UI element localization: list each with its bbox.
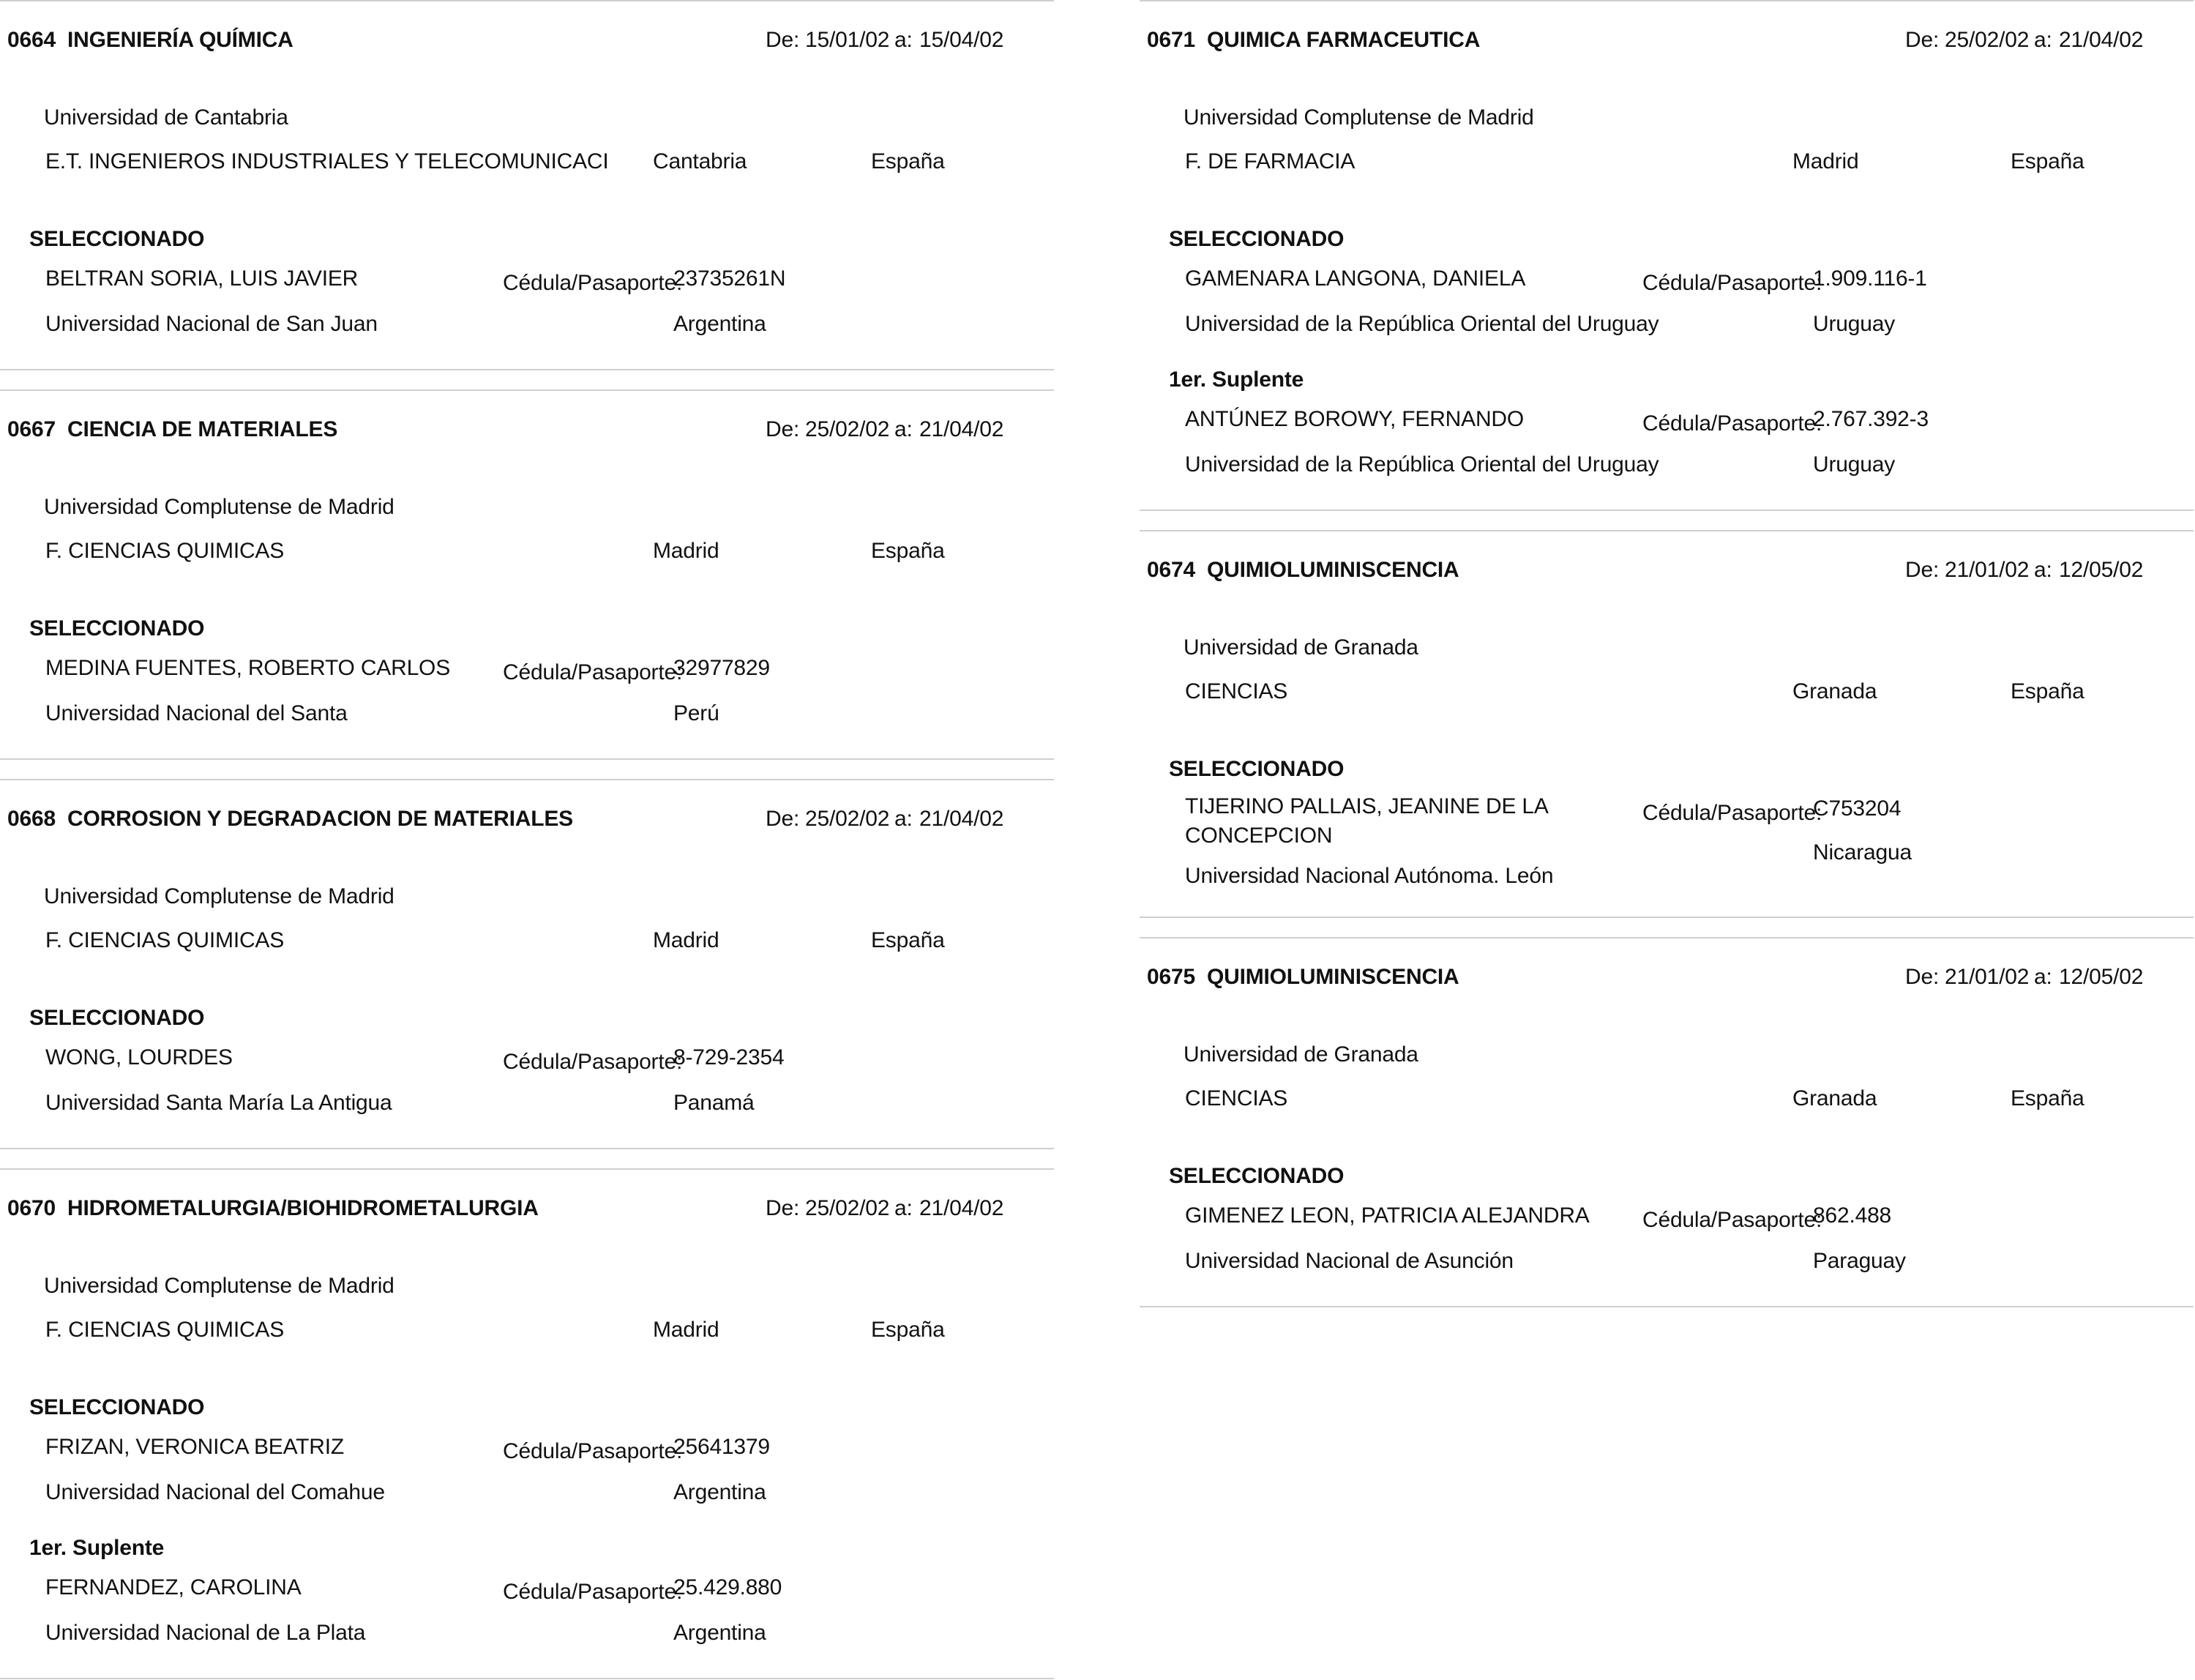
program-block-0667 [0,389,1054,760]
date-to: 12/05/02 [2059,558,2144,582]
person-name: TIJERINO PALLAIS, JEANINE DE LA CONCEPCION [1185,794,1548,848]
host-country: España [871,539,945,563]
host-faculty: F. CIENCIAS QUIMICAS [45,539,285,563]
program-title: QUIMICA FARMACEUTICA [1207,28,1481,52]
person-name: GAMENARA LANGONA, DANIELA [1185,266,1526,291]
program-title: QUIMIOLUMINISCENCIA [1207,558,1459,582]
id-value: 25.429.880 [673,1575,782,1599]
home-university: Universidad Nacional de San Juan [45,312,378,336]
program-block-0674 [1140,530,2194,918]
program-title: CIENCIA DE MATERIALES [67,417,338,441]
program-block-0668 [0,779,1054,1149]
host-university: Universidad de Granada [1183,635,1418,660]
top-rule [0,389,1054,391]
program-title: HIDROMETALURGIA/BIOHIDROMETALURGIA [67,1196,539,1220]
date-from-label: De: [1905,965,1940,989]
home-university: Universidad Nacional del Santa [45,701,348,725]
id-label: Cédula/Pasaporte: [503,271,683,295]
host-university: Universidad Complutense de Madrid [44,495,394,519]
bottom-rule [1140,1306,2194,1307]
id-value: 2.767.392-3 [1813,407,1929,431]
bottom-rule [0,1678,1054,1679]
host-faculty: CIENCIAS [1185,679,1288,703]
id-label: Cédula/Pasaporte: [1642,411,1822,436]
program-block-0671 [1140,0,2194,511]
date-from: 25/02/02 [805,807,890,831]
selection-status: SELECCIONADO [29,1395,205,1419]
home-university: Universidad Santa María La Antigua [45,1091,392,1115]
alternate-status: 1er. Suplente [29,1536,165,1560]
id-value: 23735261N [673,266,786,291]
home-university: Universidad de la República Oriental del Uruguay [1185,312,1659,336]
home-country: Nicaragua [1813,840,1912,865]
home-country: Argentina [673,1480,766,1504]
id-label: Cédula/Pasaporte: [503,1439,683,1463]
id-value: 8-729-2354 [673,1045,785,1069]
date-from: 21/01/02 [1945,558,2030,582]
host-faculty: E.T. INGENIEROS INDUSTRIALES Y TELECOMUNICACI [45,149,609,173]
id-value: 862.488 [1813,1203,1892,1228]
top-rule [1140,937,2194,938]
home-country: Argentina [673,1621,766,1645]
program-title: CORROSION Y DEGRADACION DE MATERIALES [67,807,573,831]
date-from-label: De: [1905,28,1940,52]
bottom-rule [1140,916,2194,918]
home-country: Uruguay [1813,312,1895,336]
host-faculty: CIENCIAS [1185,1086,1288,1110]
host-country: España [871,1318,945,1342]
selection-status: SELECCIONADO [29,1006,205,1030]
date-to-label: a: [2034,28,2052,52]
date-to-label: a: [894,417,913,441]
bottom-rule [0,1148,1054,1149]
host-university: Universidad de Cantabria [44,105,288,130]
person-name: GIMENEZ LEON, PATRICIA ALEJANDRA [1185,1203,1590,1228]
host-university: Universidad Complutense de Madrid [44,884,394,908]
id-label: Cédula/Pasaporte: [503,1050,683,1074]
program-title: INGENIERÍA QUÍMICA [67,28,293,52]
host-university: Universidad Complutense de Madrid [1183,105,1534,130]
host-country: España [2011,149,2084,173]
person-name: FRIZAN, VERONICA BEATRIZ [45,1435,345,1459]
home-university: Universidad Nacional del Comahue [45,1480,385,1504]
program-block-0670 [0,1168,1054,1680]
top-rule [0,0,1054,1]
date-from: 25/02/02 [805,1196,890,1220]
date-to-label: a: [2034,558,2052,582]
date-from-label: De: [766,28,800,52]
host-city: Madrid [1792,149,1859,173]
home-university: Universidad Nacional Autónoma. León [1185,864,1554,888]
id-label: Cédula/Pasaporte: [1642,271,1822,295]
home-country: Paraguay [1813,1249,1906,1273]
date-from: 21/01/02 [1945,965,2030,989]
home-university: Universidad Nacional de La Plata [45,1621,366,1645]
selection-status: SELECCIONADO [29,616,205,641]
bottom-rule [0,369,1054,370]
home-country: Panamá [673,1091,755,1115]
date-to-label: a: [894,1196,913,1220]
date-to-label: a: [894,28,913,52]
program-code: 0674 [1147,558,1195,582]
date-to: 12/05/02 [2059,965,2144,989]
id-label: Cédula/Pasaporte: [1642,801,1822,825]
person-name: WONG, LOURDES [45,1045,233,1069]
date-from: 15/01/02 [805,28,890,52]
date-to-label: a: [2034,965,2052,989]
id-value: C753204 [1813,796,1902,821]
top-rule [0,1168,1054,1170]
program-block-0664 [0,0,1054,370]
bottom-rule [0,758,1054,760]
date-from: 25/02/02 [805,417,890,441]
home-country: Argentina [673,312,766,336]
host-city: Madrid [653,539,719,563]
home-university: Universidad de la República Oriental del Uruguay [1185,452,1659,477]
program-title: QUIMIOLUMINISCENCIA [1207,965,1459,989]
host-city: Madrid [653,928,719,952]
person-name: FERNANDEZ, CAROLINA [45,1575,302,1599]
id-label: Cédula/Pasaporte: [503,1580,683,1604]
host-country: España [2011,679,2084,703]
host-country: España [871,149,945,173]
id-value: 32977829 [673,656,770,680]
selection-status: SELECCIONADO [29,227,205,251]
selection-status: SELECCIONADO [1169,757,1345,781]
id-label: Cédula/Pasaporte: [503,660,683,684]
date-from-label: De: [766,807,800,831]
top-rule [0,779,1054,780]
host-university: Universidad de Granada [1183,1042,1418,1067]
date-to: 21/04/02 [919,807,1004,831]
date-to: 15/04/02 [919,28,1004,52]
id-label: Cédula/Pasaporte: [1642,1208,1822,1232]
alternate-status: 1er. Suplente [1169,367,1304,392]
host-university: Universidad Complutense de Madrid [44,1274,394,1298]
program-code: 0671 [1147,28,1195,52]
id-value: 1.909.116-1 [1813,266,1927,291]
date-from-label: De: [1905,558,1940,582]
host-country: España [871,928,945,952]
program-code: 0667 [7,417,56,441]
program-code: 0668 [7,807,56,831]
host-faculty: F. DE FARMACIA [1185,149,1355,173]
top-rule [1140,530,2194,531]
host-city: Granada [1792,1086,1877,1110]
date-to: 21/04/02 [2059,28,2144,52]
program-block-0675 [1140,937,2194,1307]
person-name: BELTRAN SORIA, LUIS JAVIER [45,266,359,291]
host-city: Granada [1792,679,1877,703]
selection-status: SELECCIONADO [1169,227,1345,251]
id-value: 25641379 [673,1435,770,1459]
home-country: Perú [673,701,719,725]
date-from-label: De: [766,417,800,441]
date-to: 21/04/02 [919,417,1004,441]
host-city: Cantabria [653,149,747,173]
host-faculty: F. CIENCIAS QUIMICAS [45,928,285,952]
date-to-label: a: [894,807,913,831]
host-city: Madrid [653,1318,719,1342]
person-name: ANTÚNEZ BOROWY, FERNANDO [1185,407,1525,431]
date-from: 25/02/02 [1945,28,2030,52]
bottom-rule [1140,509,2194,511]
host-country: España [2011,1086,2084,1110]
program-code: 0675 [1147,965,1195,989]
top-rule [1140,0,2194,1]
home-country: Uruguay [1813,452,1895,477]
date-from-label: De: [766,1196,800,1220]
program-code: 0670 [7,1196,56,1220]
date-to: 21/04/02 [919,1196,1004,1220]
home-university: Universidad Nacional de Asunción [1185,1249,1514,1273]
host-faculty: F. CIENCIAS QUIMICAS [45,1318,285,1342]
person-name: MEDINA FUENTES, ROBERTO CARLOS [45,656,450,680]
program-code: 0664 [7,28,56,52]
selection-status: SELECCIONADO [1169,1164,1345,1188]
